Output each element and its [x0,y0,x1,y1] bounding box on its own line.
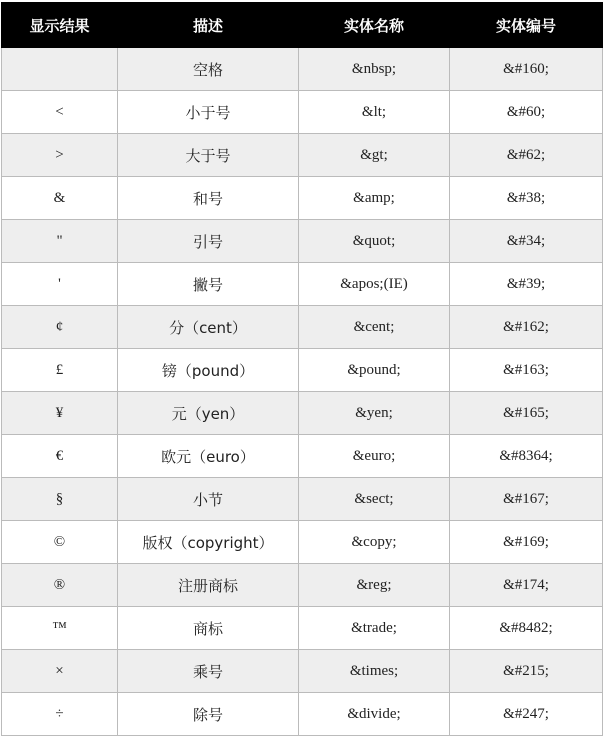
cell-entity-name: &copy; [299,521,450,564]
cell-description: 注册商标 [118,564,299,607]
cell-description: 商标 [118,607,299,650]
cell-result: © [2,521,118,564]
cell-description: 除号 [118,693,299,736]
cell-entity-number: &#38; [450,177,603,220]
header-description: 描述 [118,3,299,48]
cell-entity-number: &#163; [450,349,603,392]
table-row [2,564,603,607]
cell-entity-number: &#169; [450,521,603,564]
cell-result: > [2,134,118,177]
table-row [2,521,603,564]
cell-entity-number: &#247; [450,693,603,736]
table-header [2,3,603,48]
cell-entity-number: &#174; [450,564,603,607]
cell-result: ¥ [2,392,118,435]
cell-result: £ [2,349,118,392]
cell-entity-name: &sect; [299,478,450,521]
table-row [2,693,603,736]
header-result: 显示结果 [2,3,118,48]
cell-description: 引号 [118,220,299,263]
table-row [2,349,603,392]
cell-result: ÷ [2,693,118,736]
cell-entity-number: &#160; [450,48,603,91]
cell-description: 撇号 [118,263,299,306]
cell-entity-number: &#215; [450,650,603,693]
cell-description: 元（yen） [118,392,299,435]
cell-description: 小于号 [118,91,299,134]
cell-description: 版权（copyright） [118,521,299,564]
cell-result: " [2,220,118,263]
cell-entity-name: &reg; [299,564,450,607]
table-body [2,48,603,736]
cell-description: 空格 [118,48,299,91]
cell-description: 欧元（euro） [118,435,299,478]
cell-description: 分（cent） [118,306,299,349]
cell-description: 和号 [118,177,299,220]
cell-entity-name: &trade; [299,607,450,650]
cell-entity-number: &#167; [450,478,603,521]
header-entity-name: 实体名称 [299,3,450,48]
cell-entity-name: &gt; [299,134,450,177]
cell-result: ¢ [2,306,118,349]
cell-entity-number: &#8364; [450,435,603,478]
cell-entity-number: &#162; [450,306,603,349]
cell-description: 镑（pound） [118,349,299,392]
cell-entity-name: &amp; [299,177,450,220]
table-row [2,263,603,306]
cell-entity-name: &times; [299,650,450,693]
cell-entity-name: &euro; [299,435,450,478]
table-row [2,607,603,650]
cell-description: 乘号 [118,650,299,693]
cell-result: € [2,435,118,478]
cell-entity-number: &#39; [450,263,603,306]
table-row [2,177,603,220]
cell-result: ™ [2,607,118,650]
table-row [2,91,603,134]
table-row [2,650,603,693]
cell-result: × [2,650,118,693]
cell-entity-name: &pound; [299,349,450,392]
table-row [2,306,603,349]
cell-description: 大于号 [118,134,299,177]
table-row [2,435,603,478]
header-entity-number: 实体编号 [450,3,603,48]
cell-entity-name: &nbsp; [299,48,450,91]
cell-entity-number: &#8482; [450,607,603,650]
cell-entity-number: &#34; [450,220,603,263]
cell-entity-number: &#165; [450,392,603,435]
cell-entity-number: &#62; [450,134,603,177]
cell-result: & [2,177,118,220]
table-row [2,478,603,521]
cell-entity-number: &#60; [450,91,603,134]
table-row [2,48,603,91]
table-row [2,134,603,177]
table-row [2,220,603,263]
cell-result [2,48,118,91]
cell-result: ' [2,263,118,306]
cell-entity-name: &apos;(IE) [299,263,450,306]
html-entities-table [1,2,603,736]
cell-result: ® [2,564,118,607]
table-row [2,392,603,435]
header-row [2,3,603,48]
cell-entity-name: &quot; [299,220,450,263]
cell-entity-name: &divide; [299,693,450,736]
cell-entity-name: &lt; [299,91,450,134]
cell-entity-name: &yen; [299,392,450,435]
cell-result: < [2,91,118,134]
cell-result: § [2,478,118,521]
cell-entity-name: &cent; [299,306,450,349]
cell-description: 小节 [118,478,299,521]
